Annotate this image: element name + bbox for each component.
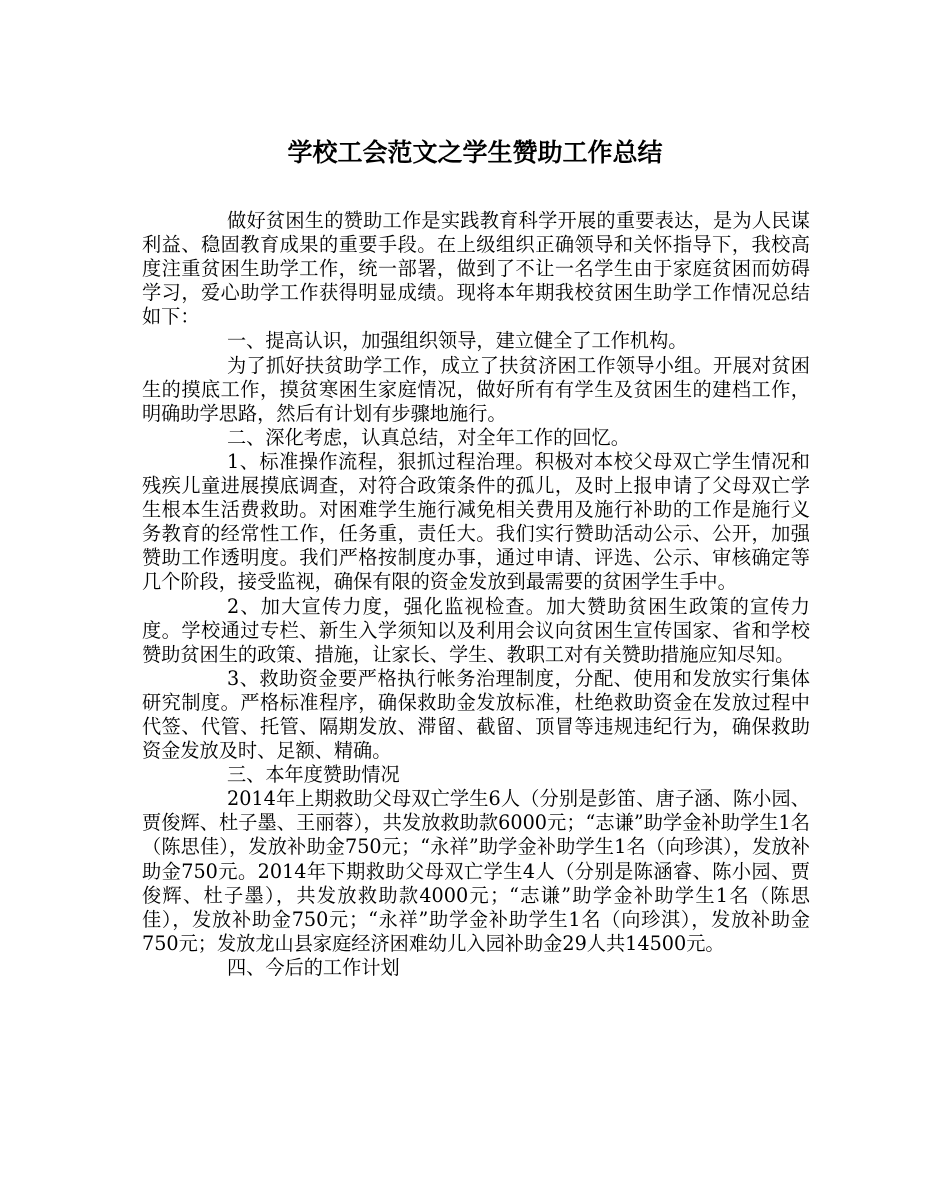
paragraph-intro: 做好贫困生的赞助工作是实践教育科学开展的重要表达，是为人民谋利益、稳固教育成果的重要手段。在上级组织正确领导和关怀指导下，我校高度注重贫困生助学工作，统一部署，做到了不让一名学生由于家庭贫困而妨碍学习，爱心助学工作获得明显成绩。现将本年期我校贫困生助学工作情况总结如下： — [142, 209, 810, 329]
heading-section-2: 二、深化考虑，认真总结，对全年工作的回忆。 — [227, 425, 630, 449]
document-title: 学校工会范文之学生赞助工作总结 — [287, 138, 663, 167]
paragraph-item-3: 3、救助资金要严格执行帐务治理制度，分配、使用和发放实行集体研究制度。严格标准程序，确保救助金发放标准，杜绝救助资金在发放过程中代签、代管、托管、隔期发放、滞留、截留、顶冒等违规违纪行为，确保救助资金发放及时、足额、精确。 — [142, 666, 810, 763]
document-body — [142, 209, 810, 980]
paragraph-item-2: 2、加大宣传力度，强化监视检查。加大赞助贫困生政策的宣传力度。学校通过专栏、新生入学须知以及利用会议向贫困生宣传国家、省和学校赞助贫困生的政策、措施，让家长、学生、教职工对有关赞助措施应知尽知。 — [142, 594, 810, 666]
heading-section-1: 一、提高认识，加强组织领导，建立健全了工作机构。 — [227, 329, 688, 353]
paragraph-item-1: 1、标准操作流程，狠抓过程治理。积极对本校父母双亡学生情况和残疾儿童进展摸底调查，对符合政策条件的孤儿，及时上报申请了父母双亡学生根本生活费救助。对困难学生施行减免相关费用及施行补助的工作是施行义务教育的经常性工作，任务重，责任大。我们实行赞助活动公示、公开，加强赞助工作透明度。我们严格按制度办事，通过申请、评选、公示、审核确定等几个阶段，接受监视，确保有限的资金发放到最需要的贫困学生手中。 — [142, 449, 810, 594]
heading-section-3: 三、本年度赞助情况 — [227, 763, 400, 787]
paragraph-section-3: 2014年上期救助父母双亡学生6人（分别是彭笛、唐子涵、陈小园、贾俊辉、杜子墨、王丽蓉），共发放救助款6000元；“志谦”助学金补助学生1名（陈思佳），发放补助金750元；“永祥”助学金补助学生1名（向珍淇），发放补助金750元。2014年下期救助父母双亡学生4人（分别是陈涵睿、陈小园、贾俊辉、杜子墨），共发放救助款4000元；“志谦”助学金补助学生1名（陈思佳），发放补助金750元；“永祥”助学金补助学生1名（向珍淇），发放补助金750元；发放龙山县家庭经济困难幼儿入园补助金29人共14500元。 — [142, 787, 810, 955]
heading-section-4: 四、今后的工作计划 — [227, 955, 400, 979]
paragraph-section-1: 为了抓好扶贫助学工作，成立了扶贫济困工作领导小组。开展对贫困生的摸底工作，摸贫寒困生家庭情况，做好所有有学生及贫困生的建档工作，明确助学思路，然后有计划有步骤地施行。 — [142, 353, 810, 425]
